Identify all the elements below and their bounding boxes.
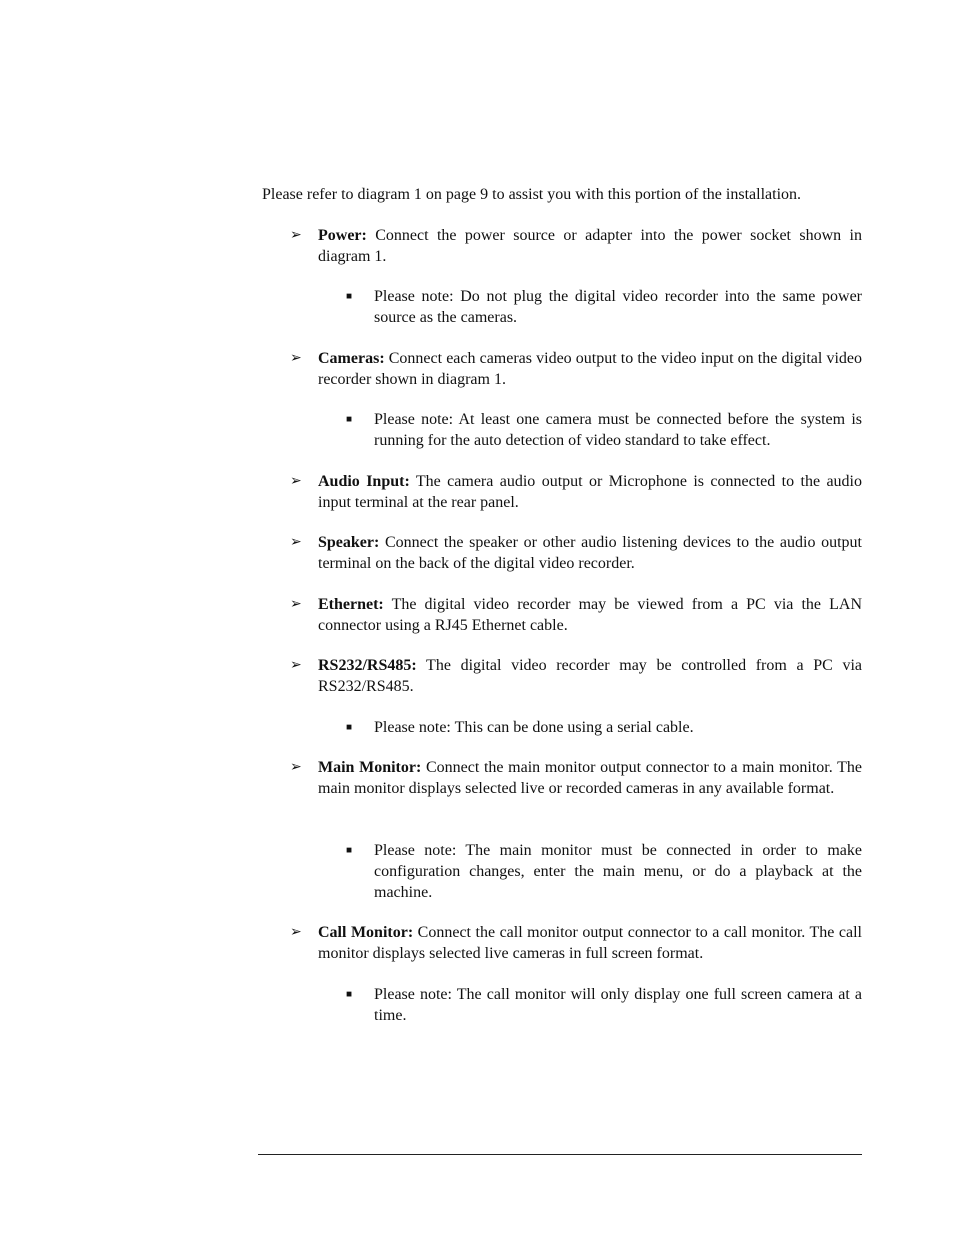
list-item-text xyxy=(318,348,862,390)
square-bullet-icon: ■ xyxy=(346,414,353,425)
item-label: Main Monitor: xyxy=(318,759,422,776)
note-text: Please note: The call monitor will only display one full screen camera at a time. xyxy=(374,986,862,1024)
list-item-text xyxy=(318,757,862,799)
list-item-power xyxy=(290,225,862,267)
item-label: Call Monitor: xyxy=(318,924,414,941)
note-power xyxy=(346,286,862,328)
item-description: Connect each cameras video output to the video input on the digital video recorder shown in diagram 1. xyxy=(318,350,862,388)
square-bullet-icon: ■ xyxy=(346,291,353,302)
note-text: Please note: At least one camera must be connected before the system is running for the auto detection of video standard to take effect. xyxy=(374,411,862,449)
item-description: Connect the call monitor output connector to a call monitor. The call monitor displays selected live cameras in full screen format. xyxy=(318,924,862,962)
square-bullet-icon: ■ xyxy=(346,845,353,856)
item-description: Connect the power source or adapter into the power socket shown in diagram 1. xyxy=(318,227,862,265)
list-item-ethernet xyxy=(290,594,862,636)
list-item-text xyxy=(318,922,862,964)
arrow-bullet-icon: ➢ xyxy=(290,228,302,243)
arrow-bullet-icon: ➢ xyxy=(290,925,302,940)
note-text: Please note: The main monitor must be connected in order to make configuration changes, enter the main menu, or do a playback at the machine. xyxy=(374,842,862,901)
note-text: Please note: Do not plug the digital video recorder into the same power source as the cameras. xyxy=(374,288,862,326)
list-item-audio-input xyxy=(290,471,862,513)
list-item-text xyxy=(318,655,862,697)
list-item-text xyxy=(318,471,862,513)
item-label: Speaker: xyxy=(318,534,380,551)
note-text: Please note: This can be done using a serial cable. xyxy=(374,719,694,736)
list-item-text xyxy=(318,225,862,267)
note-main-monitor xyxy=(346,840,862,903)
list-item-speaker xyxy=(290,532,862,574)
arrow-bullet-icon: ➢ xyxy=(290,351,302,366)
arrow-bullet-icon: ➢ xyxy=(290,760,302,775)
note-rs232 xyxy=(346,717,862,738)
item-label: Ethernet: xyxy=(318,596,384,613)
footer-divider xyxy=(258,1154,862,1155)
item-label: Audio Input: xyxy=(318,473,410,490)
arrow-bullet-icon: ➢ xyxy=(290,597,302,612)
item-description: The digital video recorder may be viewed from a PC via the LAN connector using a RJ45 Ethernet cable. xyxy=(318,596,862,634)
list-item-call-monitor xyxy=(290,922,862,964)
item-label: RS232/RS485: xyxy=(318,657,417,674)
item-label: Cameras: xyxy=(318,350,385,367)
arrow-bullet-icon: ➢ xyxy=(290,658,302,673)
intro-paragraph: Please refer to diagram 1 on page 9 to assist you with this portion of the installation. xyxy=(262,186,802,203)
list-item-cameras xyxy=(290,348,862,390)
item-description: Connect the main monitor output connector to a main monitor. The main monitor displays selected live or recorded cameras in any available format. xyxy=(318,759,862,797)
item-description: Connect the speaker or other audio listening devices to the audio output terminal on the back of the digital video recorder. xyxy=(318,534,862,572)
arrow-bullet-icon: ➢ xyxy=(290,535,302,550)
item-description: The camera audio output or Microphone is connected to the audio input terminal at the rear panel. xyxy=(318,473,863,511)
note-cameras xyxy=(346,409,862,451)
square-bullet-icon: ■ xyxy=(346,989,353,1000)
item-label: Power: xyxy=(318,227,367,244)
list-item-main-monitor xyxy=(290,757,862,799)
arrow-bullet-icon: ➢ xyxy=(290,474,302,489)
note-call-monitor xyxy=(346,984,862,1026)
list-item-rs232-rs485 xyxy=(290,655,862,697)
list-item-text xyxy=(318,594,862,636)
list-item-text xyxy=(318,532,862,574)
square-bullet-icon: ■ xyxy=(346,722,353,733)
item-description: The digital video recorder may be controlled from a PC via RS232/RS485. xyxy=(318,657,862,695)
